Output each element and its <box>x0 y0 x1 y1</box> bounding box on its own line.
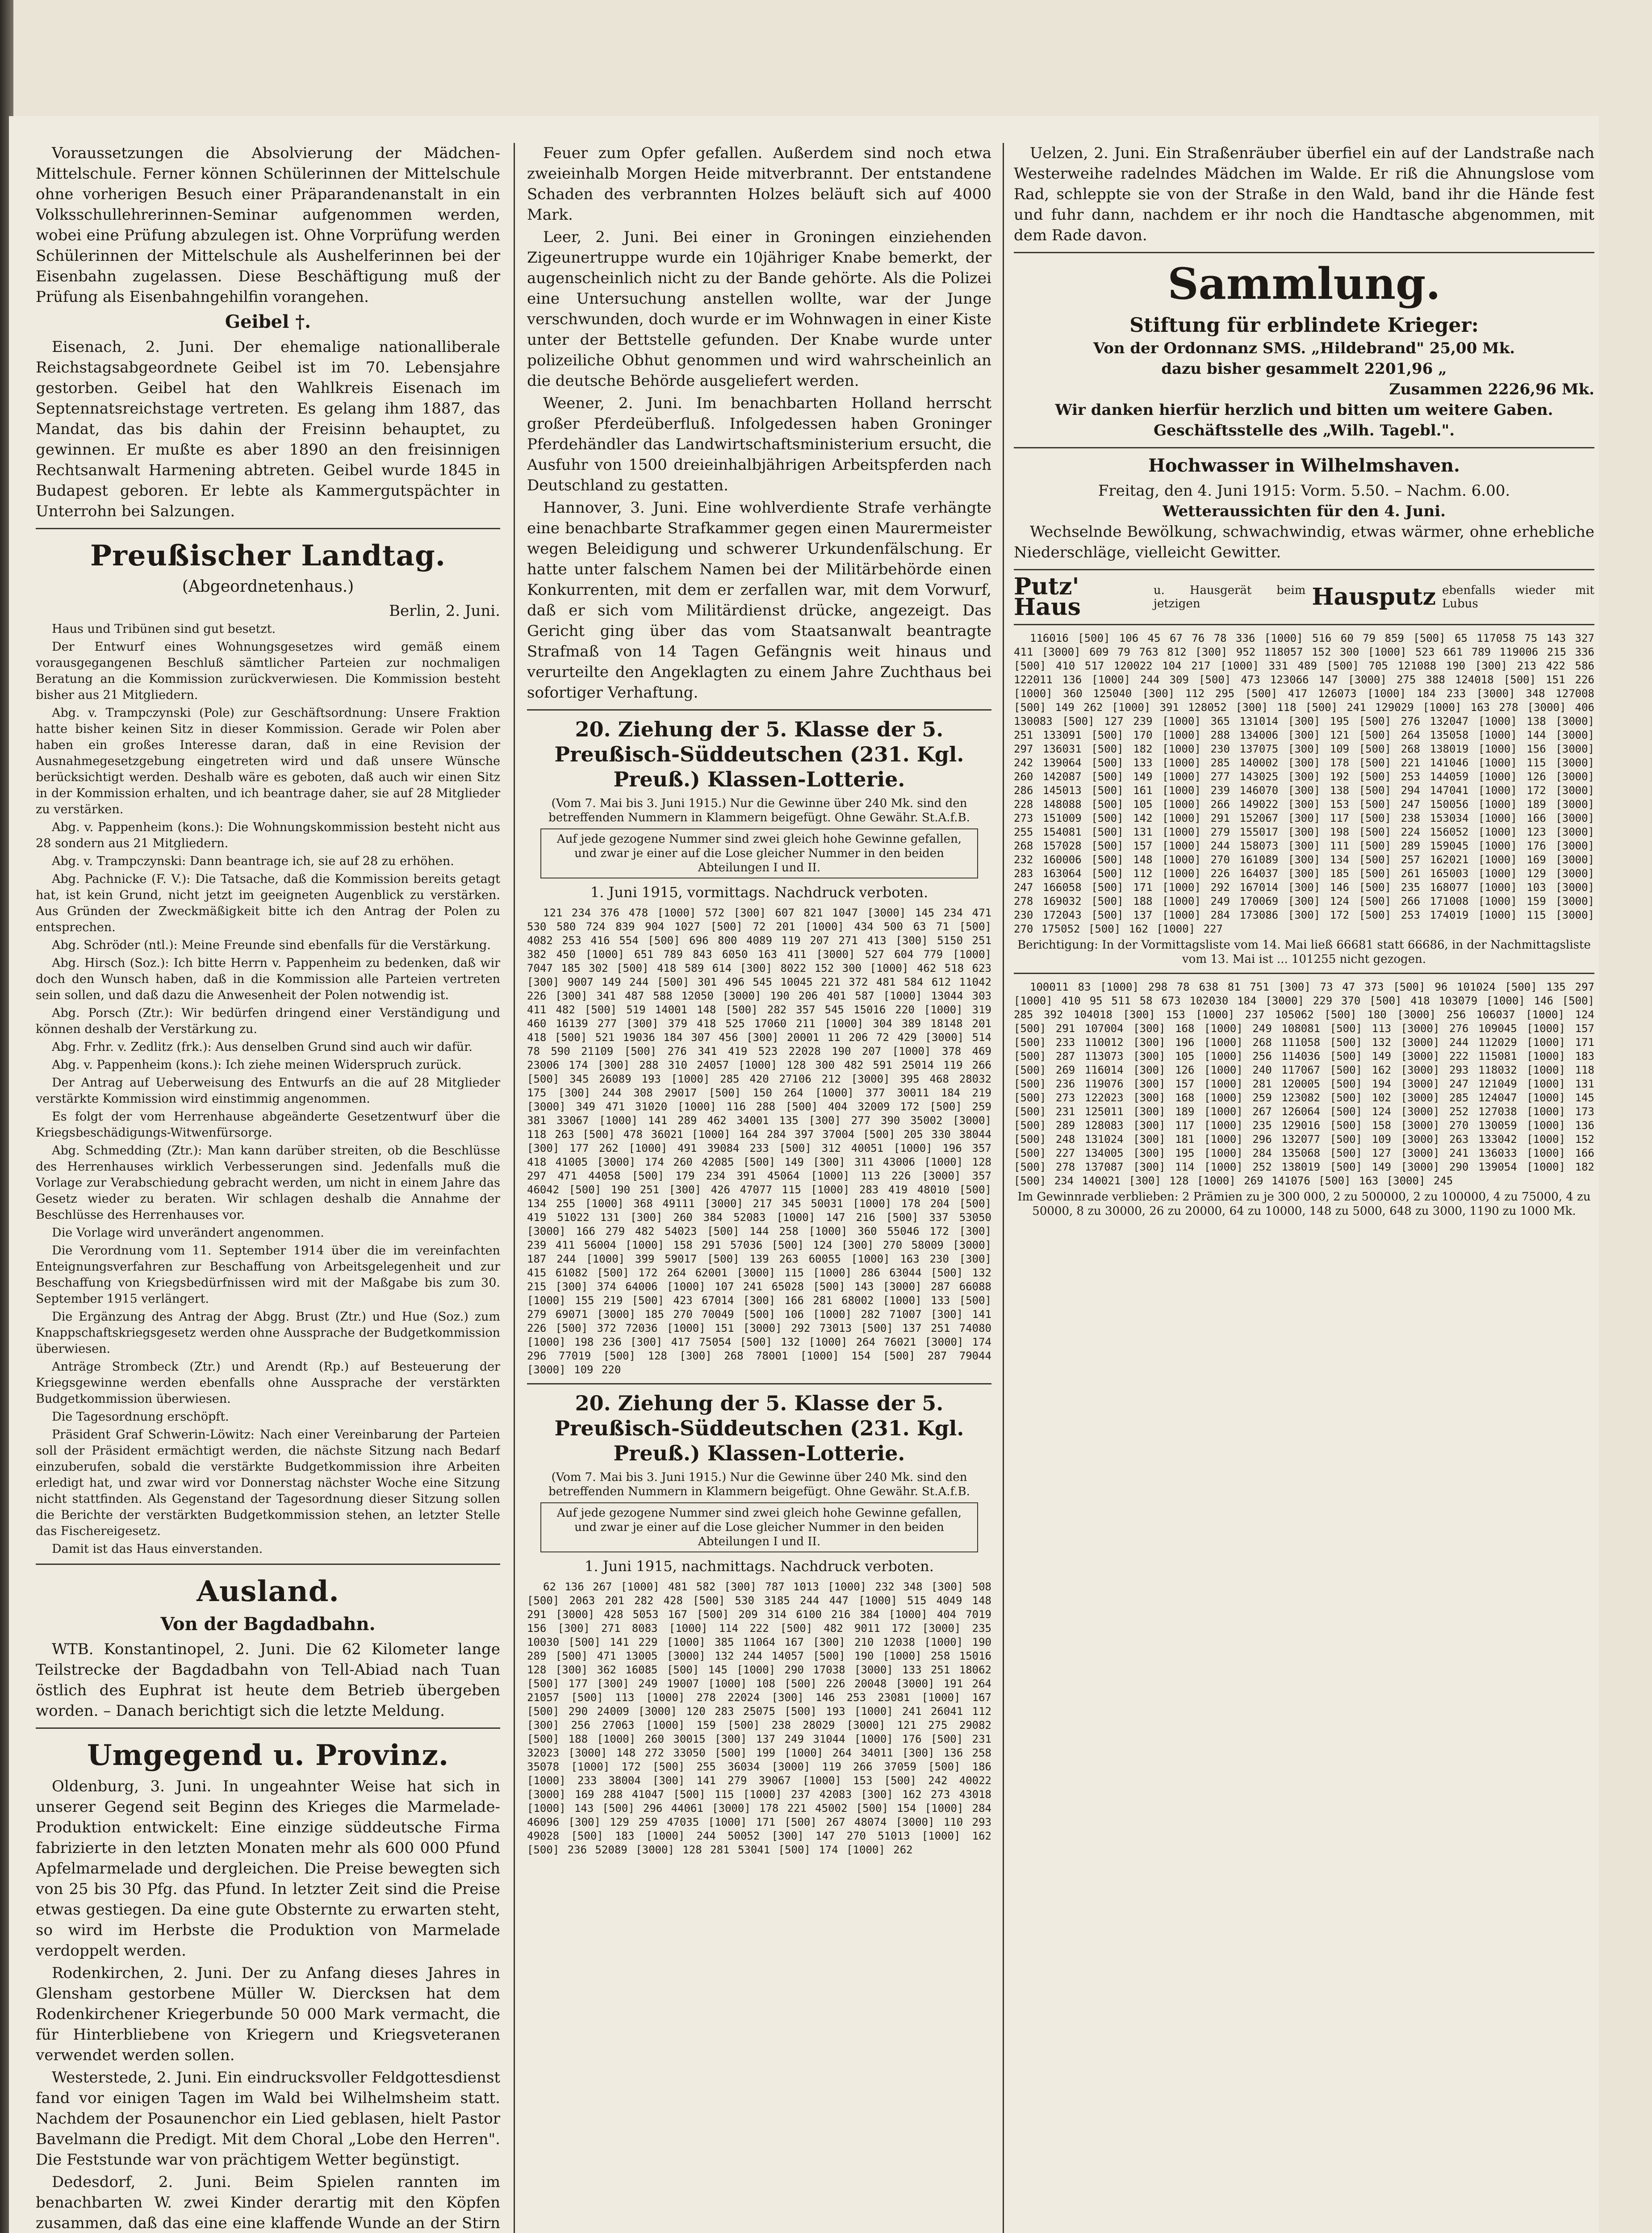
newspaper-page <box>9 116 1599 2233</box>
section-title: Ausland. <box>197 1575 339 1608</box>
divider <box>36 528 500 529</box>
paragraph: Die Ergänzung des Antrag der Abgg. Brust (Ztr.) und Hue (Soz.) zum Knappschaftskriegsgesetz werden ohne Aussprache der Budgetkommission überwiesen. <box>36 1310 500 1356</box>
paragraph: Abg. v. Trampczynski: Dann beantrage ich, sie auf 28 zu erhöhen. <box>52 854 454 868</box>
lottery-note-box: Auf jede gezogene Nummer sind zwei gleich hohe Gewinne gefallen, und zwar je einer auf die Lose gleicher Nummer in den beiden Abteilungen I und II. <box>540 828 978 878</box>
divider <box>1014 447 1594 448</box>
paragraph: Abg. Schmedding (Ztr.): Man kann darüber streiten, ob die Beschlüsse des Herrenhauses wirklich Verbesserungen sind. Jedenfalls muß die Vorlage zur Verabschiedung gebracht werden, um nicht in einem Jahre das Gesetz wieder zu beraten. Wir schlagen deshalb die Annahme der Beschlüsse des Herrenhauses vor. <box>36 1144 500 1222</box>
lottery-date: 1. Juni 1915, vormittags. Nachdruck verboten. <box>590 884 928 901</box>
collection-subtitle: Stiftung für erblindete Krieger: <box>1129 314 1479 337</box>
collection-line: dazu bisher gesammelt 2201,96 „ <box>1161 360 1447 378</box>
collection-thanks: Wir danken hierfür herzlich und bitten um weitere Gaben. Geschäftsstelle des „Wilh. Tagebl.". <box>1055 401 1553 439</box>
tide-line: Freitag, den 4. Juni 1915: Vorm. 5.50. – Nachm. 6.00. <box>1098 482 1510 500</box>
article-paragraph: Hannover, 3. Juni. Eine wohlverdiente Strafe verhängte eine benachbarte Strafkammer gegen einen Maurermeister wegen Beleidigung und schwerer Urkundenfälschung. Er hatte unter falschem Namen bei der Militärbehörde einen Konkurrenten, mit dem er zerfallen war, mit dem Vorwurf, daß er sich vom Militärdienst drücke, angezeigt. Das Gericht ging über das vom Staatsanwalt beantragte Strafmaß von 14 Tagen Gefängnis weit hinaus und verurteilte den Angeklagten zu einem Jahre Zuchthaus bei sofortiger Verhaftung. <box>527 499 991 702</box>
lottery-numbers: 62 136 267 [1000] 481 582 [300] 787 1013 [1000] 232 348 [300] 508 [500] 2063 201 282 428 [500] 530 3185 244 447 [1000] 515 4049 148 291 [3000] 428 5053 167 [500] 209 314 6100 216 384 [1000] 404 7019 156 [300] 271 8083 [1000] 114 222 [500] 482 9011 172 [3000] 235 10030 [500] 141 229 [1000] 385 11064 167 [300] 210 12038 [1000] 190 289 [500] 471 13005 [3000] 132 244 14057 [500] 190 [1000] 258 15016 128 [300] 362 16085 [500] 145 [1000] 290 17038 [3000] 133 251 18062 [500] 177 [300] 249 19007 [1000] 108 [500] 226 20048 [3000] 191 264 21057 [500] 113 [1000] 278 22024 [300] 146 253 23081 [1000] 167 [500] 290 24009 [3000] 120 283 25075 [500] 193 [1000] 241 26041 112 [300] 256 27063 [1000] 159 [500] 238 28029 [3000] 121 275 29082 [500] 188 [1000] 260 30015 [300] 137 249 31044 [1000] 176 [500] 231 32023 [3000] 148 272 33050 [500] 199 [1000] 264 34011 [300] 136 258 35078 [1000] 172 [500] 255 36034 [3000] 119 266 37059 [500] 186 [1000] 233 38004 [300] 141 279 39067 [1000] 153 [500] 242 40022 [3000] 169 288 41047 [500] 115 [1000] 237 42083 [300] 162 273 43018 [1000] 143 [500] 296 44061 [3000] 178 221 45002 [500] 154 [1000] 284 46096 [300] 129 259 47035 [1000] 171 [500] 267 48074 [3000] 110 293 49028 [500] 183 [1000] 244 50052 [300] 147 270 51013 [1000] 162 [500] 236 52089 [3000] 128 281 53041 [500] 174 [1000] 262 <box>527 1581 991 1856</box>
lottery-correction: Berichtigung: In der Vormittagsliste vom 14. Mai ließ 66681 statt 66686, in der Nachmittagsliste vom 13. Mai ist ... 101255 nicht gezogen. <box>1017 938 1591 966</box>
section-title: Preußischer Landtag. <box>90 539 446 573</box>
paragraph: Es folgt der vom Herrenhause abgeänderte Gesetzentwurf über die Kriegsbeschädigungs-Witwenfürsorge. <box>36 1110 500 1140</box>
paragraph: Damit ist das Haus einverstanden. <box>52 1542 263 1556</box>
weather-title: Wetteraussichten für den 4. Juni. <box>1163 502 1446 520</box>
lottery-numbers: 121 234 376 478 [1000] 572 [300] 607 821 1047 [3000] 145 234 471 530 580 724 839 904 1027 [500] 72 201 [1000] 434 500 63 71 [500] 4082 253 416 554 [500] 696 800 4089 119 207 271 413 [300] 5150 251 382 450 [1000] 651 789 843 6050 163 411 [3000] 527 604 779 [1000] 7047 185 302 [500] 418 589 614 [300] 8022 152 300 [1000] 462 518 623 [300] 9007 149 244 [500] 301 496 545 10045 221 372 481 584 612 11042 226 [300] 341 487 588 12050 [3000] 190 206 401 587 [1000] 13044 303 411 482 [500] 519 14001 148 [500] 282 357 545 15016 220 [1000] 319 460 16139 277 [300] 379 418 525 17060 211 [1000] 304 389 18148 201 418 [500] 521 19036 184 307 456 [300] 20001 11 206 72 429 [3000] 514 78 590 21109 [500] 276 341 419 523 22028 190 207 [1000] 378 469 23006 174 [300] 288 310 24057 [1000] 128 300 482 591 25014 119 266 [500] 345 26089 193 [1000] 285 420 27106 212 [3000] 395 468 28032 175 [300] 244 308 29017 [500] 150 264 [1000] 377 30011 184 219 [3000] 349 471 31020 [1000] 116 288 [500] 404 32009 172 [500] 259 381 33067 [1000] 141 289 462 34001 135 [300] 277 390 35002 [3000] 118 263 [500] 478 36021 [1000] 164 284 397 37004 [500] 205 330 38044 [300] 177 262 [1000] 491 39084 233 [500] 312 40051 [1000] 196 357 418 41005 [3000] 174 260 42085 [500] 149 [300] 311 43006 [1000] 128 297 471 44058 [500] 179 234 391 45064 [1000] 113 226 [3000] 357 46042 [500] 190 251 [300] 426 47077 115 [1000] 283 419 48010 [500] 134 255 [1000] 368 49111 [3000] 217 345 50031 [1000] 178 204 [500] 419 51022 131 [300] 260 384 52083 [1000] 147 216 [500] 337 53050 [3000] 166 279 482 54023 [500] 144 258 [1000] 360 55046 172 [300] 239 411 56004 [1000] 158 291 57036 [500] 124 [300] 270 58009 [3000] 187 244 [1000] 399 59017 [500] 139 263 60055 [1000] 163 230 [300] 415 61082 [500] 172 264 62001 [3000] 115 [1000] 286 63044 [500] 132 215 [300] 374 64006 [1000] 107 241 65028 [500] 143 [3000] 287 66088 [1000] 155 219 [500] 423 67014 [300] 166 281 68002 [1000] 133 [500] 279 69071 [3000] 185 270 70049 [500] 106 [1000] 282 71007 [300] 141 226 [500] 372 72036 [1000] 151 [3000] 292 73013 [500] 137 251 74080 [1000] 198 236 [300] 417 75054 [500] 132 [1000] 264 76021 [3000] 174 296 77019 [500] 128 [300] 268 78001 [1000] 154 [500] 287 79044 [3000] 109 220 <box>527 907 991 1376</box>
advert-text: ebenfalls wieder mit Lubus <box>1442 584 1594 611</box>
lottery-numbers: 100011 83 [1000] 298 78 638 81 751 [300] 73 47 373 [500] 96 101024 [500] 135 297 [1000] 410 95 511 58 673 102030 184 [3000] 229 370 [500] 418 103079 [1000] 146 [500] 285 392 104018 [300] 153 [1000] 237 105062 [500] 180 [3000] 256 106037 [1000] 124 [500] 291 107004 [300] 168 [1000] 249 108081 [500] 113 [3000] 276 109045 [1000] 157 [500] 233 110012 [300] 196 [1000] 268 111058 [500] 132 [3000] 244 112029 [1000] 171 [500] 287 113073 [300] 105 [1000] 256 114036 [500] 149 [3000] 222 115081 [1000] 183 [500] 269 116014 [300] 126 [1000] 240 117067 [500] 162 [3000] 293 118032 [1000] 118 [500] 236 119076 [300] 157 [1000] 281 120005 [500] 194 [3000] 247 121049 [1000] 131 [500] 273 122023 [300] 168 [1000] 259 123082 [500] 102 [3000] 285 124047 [1000] 145 [500] 231 125011 [300] 189 [1000] 267 126064 [500] 124 [3000] 252 127038 [1000] 173 [500] 289 128083 [300] 117 [1000] 235 129016 [500] 158 [3000] 270 130059 [1000] 136 [500] 248 131024 [300] 181 [1000] 296 132077 [500] 109 [3000] 263 133042 [1000] 152 [500] 227 134005 [300] 195 [1000] 284 135068 [500] 127 [3000] 241 136033 [1000] 166 [500] 278 137087 [300] 114 [1000] 252 138019 [500] 149 [3000] 290 139054 [1000] 182 [500] 234 140021 [300] 128 [1000] 269 141076 [500] 163 [3000] 245 <box>1014 981 1594 1187</box>
lottery-title: 20. Ziehung der 5. Klasse der 5. Preußisch-Süddeutschen (231. Kgl. Preuß.) Klassen-Lotterie. <box>554 717 964 791</box>
article-paragraph: Eisenach, 2. Juni. Der ehemalige nationalliberale Reichstagsabgeordnete Geibel ist im 70. Lebensjahre gestorben. Geibel hat den Wahlkreis Eisenach im Septennatsreichstage vertreten. Es gelang ihm 1887, das Mandat, das bis dahin der Freisinn behauptet, zu gewinnen. Er mußte es aber 1890 an den freisinnigen Rechtsanwalt Harmening abtreten. Geibel wurde 1845 in Budapest geboren. Er lebte als Kammergutspächter in Unterrohn bei Salzungen. <box>36 338 500 520</box>
column-1 <box>36 143 500 2233</box>
article-headline: Geibel †. <box>225 311 311 332</box>
column-2 <box>527 143 991 2233</box>
paragraph: Die Vorlage wird unverändert angenommen. <box>52 1226 324 1240</box>
article-paragraph: Westerstede, 2. Juni. Ein eindrucksvoller Feldgottesdienst fand vor einigen Tagen im Wald bei Wilhelmsheim statt. Nachdem der Posaunenchor ein Lied geblasen, hielt Pastor Bavelmann die Predigt. Mit dem Choral „Lobe den Herren". Die Feststunde war von prächtigem Wetter begünstigt. <box>36 2069 500 2169</box>
article-paragraph: Oldenburg, 3. Juni. In ungeahnter Weise hat sich in unserer Gegend seit Beginn des Krieges die Marmelade-Produktion entwickelt: Eine einzige süddeutsche Firma fabrizierte in den letzten Monaten mehr als 600 000 Pfund Apfelmarmelade und dergleichen. Die Preise bewegten sich von 25 bis 30 Pfg. das Pfund. In letzter Zeit sind die Preise etwas gestiegen. Da eine gute Obsternte zu erwarten steht, so wird im Herbste die Produktion von Marmelade verdoppelt werden. <box>36 1777 500 1960</box>
paragraph: Abg. Frhr. v. Zedlitz (frk.): Aus denselben Grund sind auch wir dafür. <box>52 1040 473 1054</box>
advert-text: u. Hausgerät beim jetzigen <box>1153 584 1306 611</box>
divider <box>1014 973 1594 974</box>
paragraph: Abg. Porsch (Ztr.): Wir bedürfen dringend einer Verständigung und können deshalb der Verstärkung zu. <box>36 1006 500 1036</box>
paragraph: Anträge Strombeck (Ztr.) und Arendt (Rp.) auf Besteuerung der Kriegsgewinne werden ebenfalls ohne Aussprache der verstärkten Budgetkommission überwiesen. <box>36 1360 500 1406</box>
collection-line: Von der Ordonnanz SMS. „Hildebrand" 25,00 Mk. <box>1093 339 1515 357</box>
weather-text: Wechselnde Bewölkung, schwachwindig, etwas wärmer, ohne erhebliche Niederschläge, vielleicht Gewitter. <box>1014 523 1594 561</box>
paragraph: Abg. Hirsch (Soz.): Ich bitte Herrn v. Pappenheim zu bedenken, daß wir doch den Wunsch haben, daß in die Kommission alle Parteien vertreten sein sollen, und daß dazu die Anwesenheit der Polen notwendig ist. <box>36 956 500 1002</box>
advert-text: Hausputz <box>1312 583 1436 611</box>
column-3 <box>1014 143 1594 2233</box>
paragraph: Der Antrag auf Ueberweisung des Entwurfs an die auf 28 Mitglieder verstärkte Kommission wird einstimmig angenommen. <box>36 1076 500 1106</box>
advert-putz <box>1014 573 1594 621</box>
section-subtitle: (Abgeordnetenhaus.) <box>182 577 354 596</box>
article-paragraph: Feuer zum Opfer gefallen. Außerdem sind noch etwa zweieinhalb Morgen Heide mitverbrannt. Der entstandene Schaden des verbrannten Holzes beläuft sich auf 4000 Mark. <box>527 144 991 224</box>
paragraph: Die Tagesordnung erschöpft. <box>52 1410 229 1424</box>
paragraph: Abg. v. Pappenheim (kons.): Ich ziehe meinen Widerspruch zurück. <box>52 1058 462 1072</box>
dateline: Berlin, 2. Juni. <box>389 602 500 620</box>
article-paragraph: Uelzen, 2. Juni. Ein Straßenräuber überfiel ein auf der Landstraße nach Westerweihe radelndes Mädchen im Walde. Er riß die Ahnungslose vom Rad, schleppte sie von der Straße in den Wald, band ihr die Hände fest und fuhr dann, nachdem er ihr noch die Handtasche abgenommen, mit dem Rade davon. <box>1014 144 1594 244</box>
article-headline: Von der Bagdadbahn. <box>160 1614 376 1635</box>
paragraph: Abg. Pachnicke (F. V.): Die Tatsache, daß die Kommission bereits getagt hat, ist kein Grund, nicht jetzt im geeigneten Augenblick zu verstärken. Aus Gründen der Zweckmäßigkeit bitte ich den Antrag der Polen zu entsprechen. <box>36 872 500 934</box>
collection-total: Zusammen 2226,96 Mk. <box>1389 381 1594 398</box>
paragraph: Abg. Schröder (ntl.): Meine Freunde sind ebenfalls für die Verstärkung. <box>52 938 491 952</box>
paragraph: Abg. v. Pappenheim (kons.): Die Wohnungskommission besteht nicht aus 28 sondern aus 21 Mitgliedern. <box>36 820 500 850</box>
article-paragraph: Rodenkirchen, 2. Juni. Der zu Anfang dieses Jahres in Glensham gestorbene Müller W. Diercksen hat dem Rodenkirchener Kriegerbunde 50 000 Mark vermacht, die für Hinterbliebene von Kriegern und Kriegsveteranen verwendet werden sollen. <box>36 1964 500 2064</box>
divider <box>36 1564 500 1565</box>
section-title: Umgegend u. Provinz. <box>87 1739 449 1772</box>
divider <box>527 709 991 711</box>
paragraph: Abg. v. Trampczynski (Pole) zur Geschäftsordnung: Unsere Fraktion hatte bisher keinen Sitz in dieser Kommission. Gerade wir Polen aber haben ein großes Interesse daran, daß in eine Revision der Ausnahmegesetzgebung eingetreten wird und daß unsere Wünsche berücksichtigt werden. Deshalb wäre es geboten, daß auch wir einen Sitz in der Kommission erhalten, und ich beantrage daher, sie auf 28 Mitglieder zu verstärken. <box>36 706 500 816</box>
article-paragraph: Dedesdorf, 2. Juni. Beim Spielen rannten im benachbarten W. zwei Kinder derartig mit den Köpfen zusammen, daß das eine eine klaffende Wunde an der Stirn <box>36 2173 500 2232</box>
advert-text: Putz' Haus <box>1014 573 1081 621</box>
collection-title: Sammlung. <box>1167 259 1441 309</box>
article-paragraph: Weener, 2. Juni. Im benachbarten Holland herrscht großer Pferdeüberfluß. Infolgedessen haben Groninger Pferdehändler das Landwirtschaftsministerium ersucht, die Ausfuhr von 1500 dreieinhalbjährigen Arbeitspferden nach Deutschland zu gestatten. <box>527 394 991 494</box>
divider <box>1014 252 1594 253</box>
divider <box>36 1727 500 1729</box>
lottery-remaining: Im Gewinnrade verblieben: 2 Prämien zu je 300 000, 2 zu 500000, 2 zu 100000, 4 zu 75000, 4 zu 50000, 8 zu 30000, 26 zu 20000, 64 zu 10000, 148 zu 5000, 648 zu 3000, 1190 zu 1000 Mk. <box>1017 1190 1591 1218</box>
landtag-body <box>36 621 500 1557</box>
lottery-numbers: 116016 [500] 106 45 67 76 78 336 [1000] 516 60 79 859 [500] 65 117058 75 143 327 411 [3000] 609 79 763 812 [300] 952 118057 152 300 [1000] 523 661 789 119006 215 336 [500] 410 517 120022 104 217 [1000] 331 489 [500] 705 121088 190 [300] 213 422 586 122011 136 [1000] 244 309 [500] 473 123066 147 [3000] 275 388 124018 [500] 151 226 [1000] 360 125040 [300] 112 295 [500] 417 126073 [1000] 184 233 [3000] 348 127008 [500] 149 262 [1000] 391 128052 [300] 118 [500] 241 129029 [1000] 163 278 [3000] 406 130083 [500] 127 239 [1000] 365 131014 [300] 195 [500] 276 132047 [1000] 138 [3000] 251 133091 [500] 170 [1000] 288 134006 [300] 121 [500] 264 135058 [1000] 144 [3000] 297 136031 [500] 182 [1000] 230 137075 [300] 109 [500] 268 138019 [1000] 156 [3000] 242 139064 [500] 133 [1000] 285 140002 [300] 178 [500] 221 141046 [1000] 115 [3000] 260 142087 [500] 149 [1000] 277 143025 [300] 192 [500] 253 144059 [1000] 126 [3000] 286 145013 [500] 161 [1000] 239 146070 [300] 138 [500] 294 147041 [1000] 172 [3000] 228 148088 [500] 105 [1000] 266 149022 [300] 153 [500] 247 150056 [1000] 189 [3000] 273 151009 [500] 142 [1000] 291 152067 [300] 117 [500] 238 153034 [1000] 166 [3000] 255 154081 [500] 131 [1000] 279 155017 [300] 198 [500] 224 156052 [1000] 123 [3000] 268 157028 [500] 157 [1000] 244 158073 [300] 111 [500] 289 159045 [1000] 176 [3000] 232 160006 [500] 148 [1000] 270 161089 [300] 134 [500] 257 162021 [1000] 169 [3000] 283 163064 [500] 112 [1000] 226 164037 [300] 185 [500] 261 165003 [1000] 129 [3000] 247 166058 [500] 171 [1000] 292 167014 [300] 146 [500] 235 168077 [1000] 103 [3000] 278 169032 [500] 188 [1000] 249 170069 [300] 124 [500] 266 171008 [1000] 159 [3000] 230 172043 [500] 137 [1000] 284 173086 [300] 172 [500] 253 174019 [1000] 115 [3000] 270 175052 [500] 162 [1000] 227 <box>1014 632 1594 935</box>
article-paragraph: Voraussetzungen die Absolvierung der Mädchen-Mittelschule. Ferner können Schülerinnen der Mittelschule ohne vorherigen Besuch einer Präparandenanstalt in ein Volksschullehrerinnen-Seminar aufgenommen werden, wobei eine Prüfung abzulegen ist. Ohne Vorprüfung werden Schülerinnen der Mittelschule als Aushelferinnen bei der Eisenbahn zugelassen. Diese Beschäftigung muß der Prüfung als Eisenbahngehilfin vorangehen. <box>36 144 500 306</box>
paragraph: Die Verordnung vom 11. September 1914 über die im vereinfachten Enteignungsverfahren zur Beschaffung von Arbeitsgelegenheit und zur Beschaffung von Kriegsbedürfnissen wird mit der Maßgabe bis zum 30. September 1915 verlängert. <box>36 1244 500 1306</box>
paragraph: Haus und Tribünen sind gut besetzt. <box>52 622 276 636</box>
lottery-meta: (Vom 7. Mai bis 3. Juni 1915.) Nur die Gewinne über 240 Mk. sind den betreffenden Nummern in Klammern beigefügt. Ohne Gewähr. St.A.f.B. <box>548 797 970 824</box>
article-paragraph: Leer, 2. Juni. Bei einer in Groningen einziehenden Zigeunertruppe wurde ein 10jähriger Knabe bemerkt, der augenscheinlich nicht zu der Bande gehörte. Als die Polizei eine Untersuchung anstellen wollte, war der Junge verschwunden, doch wurde er im Wohnwagen in einer Kiste unter der Bettstelle gefunden. Der Knabe wurde unter polizeiliche Obhut genommen und wird wahrscheinlich an die deutsche Behörde ausgeliefert werden. <box>527 228 991 390</box>
divider <box>527 1383 991 1384</box>
paragraph: Der Entwurf eines Wohnungsgesetzes wird gemäß einem vorausgegangenen Beschluß sämtlicher Parteien zur nochmaligen Beratung an die Kommission zurückverwiesen. Die Kommission besteht bisher aus 21 Mitgliedern. <box>36 640 500 702</box>
column-rule <box>1003 143 1004 2233</box>
column-rule <box>514 143 515 2233</box>
divider <box>1014 624 1594 625</box>
lottery-meta: (Vom 7. Mai bis 3. Juni 1915.) Nur die Gewinne über 240 Mk. sind den betreffenden Nummern in Klammern beigefügt. Ohne Gewähr. St.A.f.B. <box>548 1471 970 1498</box>
lottery-date: 1. Juni 1915, nachmittags. Nachdruck verboten. <box>585 1558 934 1575</box>
article-paragraph: WTB. Konstantinopel, 2. Juni. Die 62 Kilometer lange Teilstrecke der Bagdadbahn von Tell-Abiad nach Tuan östlich des Euphrat ist heute dem Betrieb übergeben worden. – Danach berichtigt sich die letzte Meldung. <box>36 1640 500 1720</box>
lottery-note-box: Auf jede gezogene Nummer sind zwei gleich hohe Gewinne gefallen, und zwar je einer auf die Lose gleicher Nummer in den beiden Abteilungen I und II. <box>540 1502 978 1552</box>
lottery-title: 20. Ziehung der 5. Klasse der 5. Preußisch-Süddeutschen (231. Kgl. Preuß.) Klassen-Lotterie. <box>554 1391 964 1465</box>
paragraph: Präsident Graf Schwerin-Löwitz: Nach einer Vereinbarung der Parteien soll der Präsident ermächtigt werden, die nächste Sitzung nach Bedarf einzuberufen, sobald die verstärkte Budgetkommission ihre Arbeiten erledigt hat, und zwar wird vor Donnerstag nächster Woche eine Sitzung nicht stattfinden. Als Gegenstand der Tagesordnung dieser Sitzung sollen die Berichte der verstärkten Budgetkommission stehen, an letzter Stelle das Fischereigesetz. <box>36 1428 500 1538</box>
divider <box>1014 569 1594 570</box>
tide-title: Hochwasser in Wilhelmshaven. <box>1148 455 1460 476</box>
